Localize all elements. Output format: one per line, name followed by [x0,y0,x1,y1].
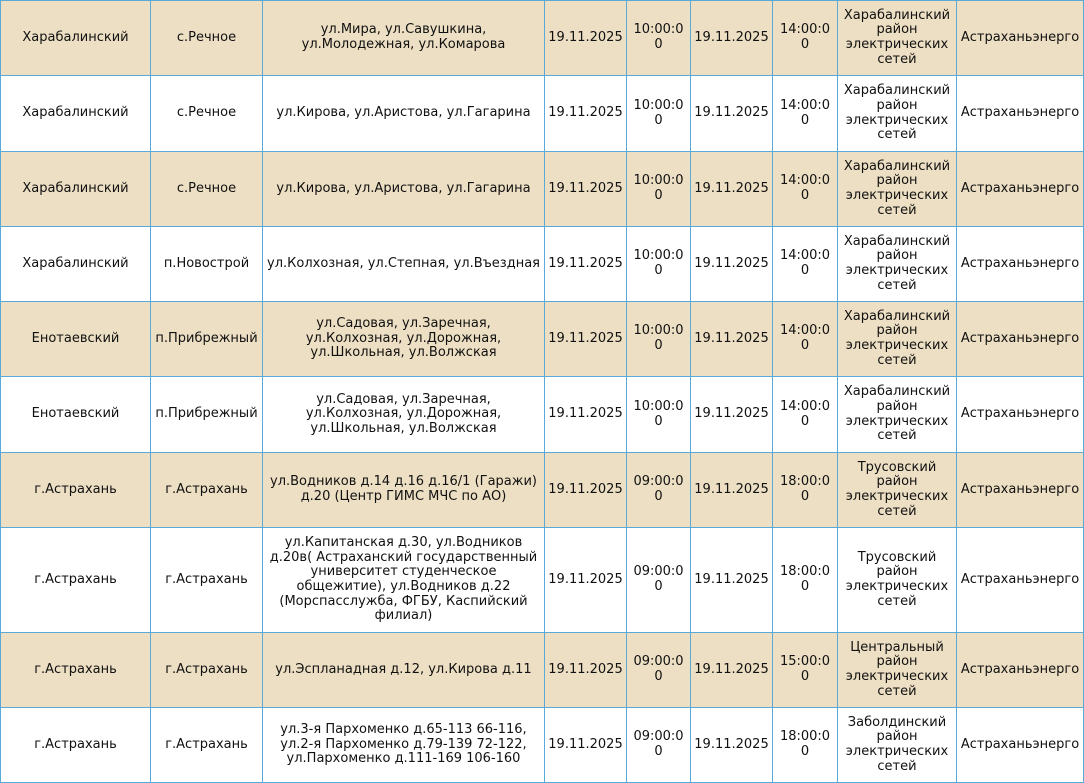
end-date-cell: 19.11.2025 [691,152,773,227]
locality-cell: г.Астрахань [151,528,263,633]
organization-cell: Астраханьэнерго [957,633,1084,708]
start-date-cell: 19.11.2025 [545,377,627,453]
table-row [1,302,1084,377]
organization-cell: Астраханьэнерго [957,152,1084,227]
start-date-cell: 19.11.2025 [545,227,627,302]
streets-cell: ул.Кирова, ул.Аристова, ул.Гагарина [263,76,545,152]
start-time-cell: 09:00:00 [627,633,691,708]
start-time-cell: 10:00:00 [627,227,691,302]
streets-cell: ул.Колхозная, ул.Степная, ул.Въездная [263,227,545,302]
network-district-cell: Харабалинский район электрических сетей [838,1,957,76]
organization-cell: Астраханьэнерго [957,227,1084,302]
organization-cell: Астраханьэнерго [957,76,1084,152]
locality-cell: г.Астрахань [151,633,263,708]
network-district-cell: Заболдинский район электрических сетей [838,708,957,783]
network-district-cell: Трусовский район электрических сетей [838,453,957,528]
network-district-cell: Трусовский район электрических сетей [838,528,957,633]
organization-cell: Астраханьэнерго [957,377,1084,453]
start-time-cell: 10:00:00 [627,1,691,76]
start-date-cell: 19.11.2025 [545,1,627,76]
start-date-cell: 19.11.2025 [545,302,627,377]
start-time-cell: 10:00:00 [627,377,691,453]
streets-cell: ул.Эспланадная д.12, ул.Кирова д.11 [263,633,545,708]
table-row [1,1,1084,76]
table-row [1,633,1084,708]
end-date-cell: 19.11.2025 [691,708,773,783]
district-cell: Енотаевский [1,302,151,377]
table-row [1,528,1084,633]
start-date-cell: 19.11.2025 [545,528,627,633]
end-time-cell: 18:00:00 [773,453,838,528]
end-time-cell: 14:00:00 [773,1,838,76]
start-date-cell: 19.11.2025 [545,453,627,528]
streets-cell: ул.Садовая, ул.Заречная, ул.Колхозная, ул.Дорожная, ул.Школьная, ул.Волжская [263,377,545,453]
network-district-cell: Харабалинский район электрических сетей [838,152,957,227]
end-date-cell: 19.11.2025 [691,1,773,76]
network-district-cell: Харабалинский район электрических сетей [838,227,957,302]
start-date-cell: 19.11.2025 [545,76,627,152]
start-time-cell: 09:00:00 [627,453,691,528]
locality-cell: с.Речное [151,1,263,76]
district-cell: Харабалинский [1,227,151,302]
district-cell: Енотаевский [1,377,151,453]
start-date-cell: 19.11.2025 [545,633,627,708]
end-date-cell: 19.11.2025 [691,302,773,377]
table-row [1,227,1084,302]
start-time-cell: 09:00:00 [627,708,691,783]
district-cell: Харабалинский [1,76,151,152]
locality-cell: п.Новострой [151,227,263,302]
end-time-cell: 14:00:00 [773,76,838,152]
network-district-cell: Харабалинский район электрических сетей [838,377,957,453]
organization-cell: Астраханьэнерго [957,708,1084,783]
table-row [1,377,1084,453]
streets-cell: ул.3-я Пархоменко д.65-113 66-116, ул.2-я Пархоменко д.79-139 72-122, ул.Пархоменко д.111-169 106-160 [263,708,545,783]
start-time-cell: 10:00:00 [627,76,691,152]
locality-cell: с.Речное [151,152,263,227]
end-time-cell: 18:00:00 [773,528,838,633]
start-time-cell: 10:00:00 [627,302,691,377]
district-cell: Харабалинский [1,1,151,76]
start-time-cell: 10:00:00 [627,152,691,227]
district-cell: г.Астрахань [1,528,151,633]
table-row [1,708,1084,783]
locality-cell: г.Астрахань [151,708,263,783]
end-date-cell: 19.11.2025 [691,528,773,633]
end-time-cell: 14:00:00 [773,152,838,227]
locality-cell: г.Астрахань [151,453,263,528]
start-date-cell: 19.11.2025 [545,708,627,783]
locality-cell: п.Прибрежный [151,302,263,377]
table-row [1,76,1084,152]
end-time-cell: 18:00:00 [773,708,838,783]
streets-cell: ул.Водников д.14 д.16 д.16/1 (Гаражи) д.20 (Центр ГИМС МЧС по АО) [263,453,545,528]
streets-cell: ул.Мира, ул.Савушкина, ул.Молодежная, ул.Комарова [263,1,545,76]
end-time-cell: 14:00:00 [773,227,838,302]
end-time-cell: 14:00:00 [773,302,838,377]
district-cell: г.Астрахань [1,633,151,708]
table-body [1,1,1084,783]
table-row [1,152,1084,227]
end-date-cell: 19.11.2025 [691,453,773,528]
organization-cell: Астраханьэнерго [957,528,1084,633]
end-date-cell: 19.11.2025 [691,227,773,302]
organization-cell: Астраханьэнерго [957,1,1084,76]
end-date-cell: 19.11.2025 [691,377,773,453]
streets-cell: ул.Капитанская д.30, ул.Водников д.20в( Астраханский государственный университет студенческое общежитие), ул.Водников д.22 (Морспасслужба, ФГБУ, Каспийский филиал) [263,528,545,633]
locality-cell: с.Речное [151,76,263,152]
organization-cell: Астраханьэнерго [957,302,1084,377]
district-cell: Харабалинский [1,152,151,227]
end-time-cell: 15:00:00 [773,633,838,708]
organization-cell: Астраханьэнерго [957,453,1084,528]
district-cell: г.Астрахань [1,453,151,528]
end-date-cell: 19.11.2025 [691,633,773,708]
end-time-cell: 14:00:00 [773,377,838,453]
table-row [1,453,1084,528]
start-date-cell: 19.11.2025 [545,152,627,227]
network-district-cell: Харабалинский район электрических сетей [838,76,957,152]
network-district-cell: Центральный район электрических сетей [838,633,957,708]
start-time-cell: 09:00:00 [627,528,691,633]
locality-cell: п.Прибрежный [151,377,263,453]
district-cell: г.Астрахань [1,708,151,783]
streets-cell: ул.Кирова, ул.Аристова, ул.Гагарина [263,152,545,227]
streets-cell: ул.Садовая, ул.Заречная, ул.Колхозная, ул.Дорожная, ул.Школьная, ул.Волжская [263,302,545,377]
end-date-cell: 19.11.2025 [691,76,773,152]
network-district-cell: Харабалинский район электрических сетей [838,302,957,377]
